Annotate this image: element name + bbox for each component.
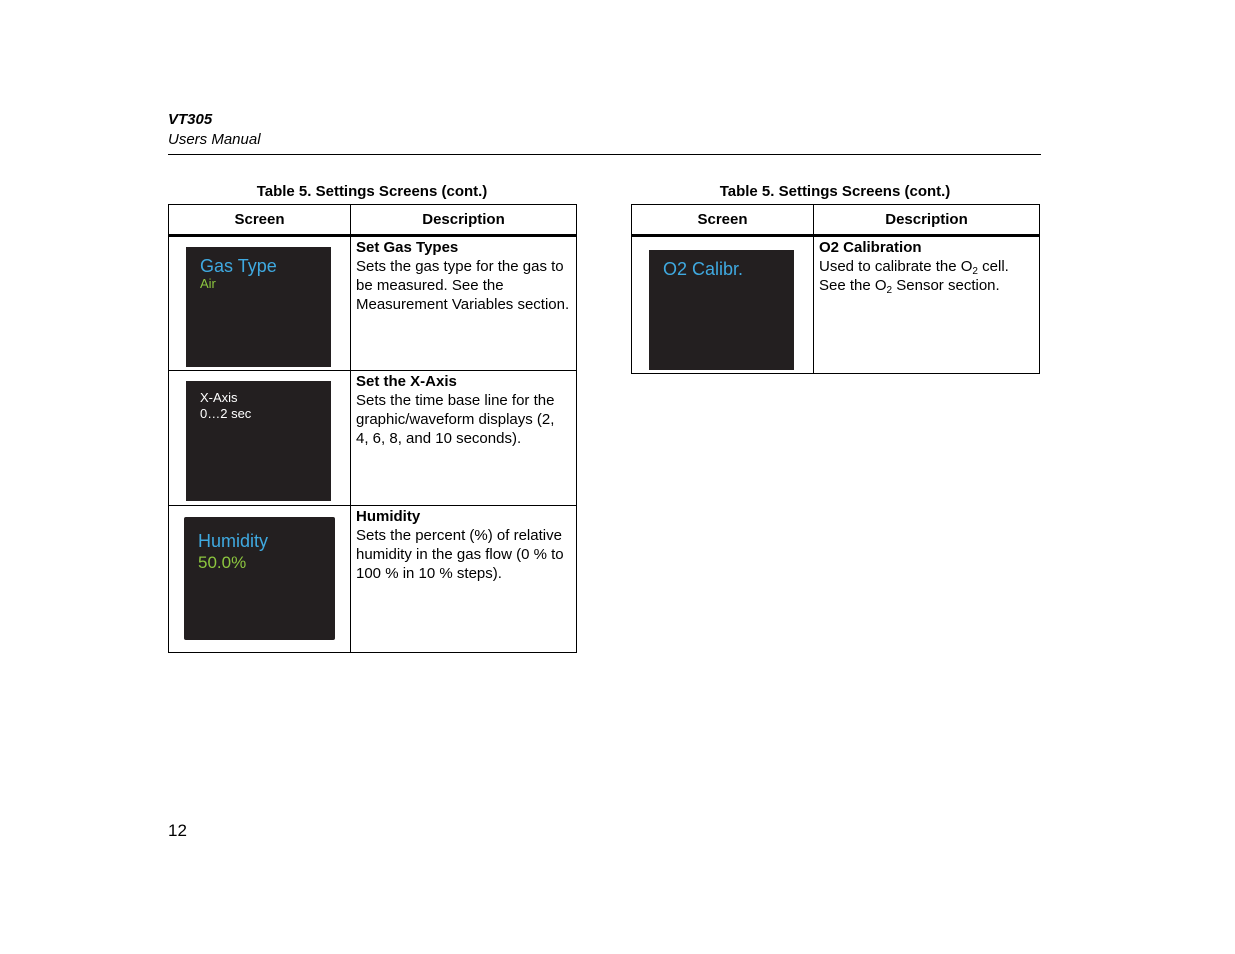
description-line-1: Used to calibrate the $O_2$ cell. bbox=[819, 258, 1009, 277]
description-cell bbox=[814, 236, 1040, 374]
header-rule bbox=[168, 154, 1041, 155]
screen-cell bbox=[169, 236, 351, 371]
column-header-screen: Screen bbox=[632, 205, 814, 236]
right-table-caption: Table 5. Settings Screens (cont.) bbox=[719, 183, 951, 200]
description-line-2: See the $O_2$ Sensor section. bbox=[819, 277, 1000, 296]
description-cell bbox=[351, 506, 577, 653]
screen-cell bbox=[169, 371, 351, 506]
column-header-description: Description bbox=[351, 205, 577, 236]
screen-cell bbox=[632, 236, 814, 374]
right-settings-table bbox=[631, 204, 1040, 374]
table-header-row bbox=[632, 205, 1040, 236]
description-title: Humidity bbox=[356, 508, 421, 525]
description-cell bbox=[351, 236, 577, 371]
screen-value: 0…2 sec bbox=[200, 406, 252, 421]
description-text: Sets the percent (%) of relative humidity in the gas flow (0 % to 100 % in 10 % steps). bbox=[356, 527, 564, 582]
screen-label: X-Axis bbox=[200, 390, 238, 405]
description-text: Sets the time base line for the graphic/waveform displays (2, 4, 6, 8, and 10 seconds). bbox=[356, 392, 555, 447]
table-row bbox=[169, 236, 577, 371]
description-title: Set Gas Types bbox=[356, 239, 459, 256]
table-row bbox=[169, 371, 577, 506]
document-title: VT305 bbox=[168, 111, 213, 128]
table-row bbox=[632, 236, 1040, 374]
gas-type-screen-image bbox=[186, 247, 331, 367]
o2-calibration-screen-image bbox=[649, 250, 794, 370]
screen-value: Air bbox=[200, 276, 216, 291]
humidity-screen-image bbox=[184, 517, 335, 640]
left-table-caption: Table 5. Settings Screens (cont.) bbox=[256, 183, 488, 200]
screen-label: O2 Calibr. bbox=[663, 259, 744, 279]
description-text: Sets the gas type for the gas to be measured. See the Measurement Variables section. bbox=[356, 258, 570, 313]
page-number: 12 bbox=[168, 821, 187, 840]
screen-value: 50.0% bbox=[198, 553, 247, 572]
left-settings-table bbox=[168, 204, 577, 653]
table-header-row bbox=[169, 205, 577, 236]
document-subtitle: Users Manual bbox=[168, 131, 261, 148]
column-header-description: Description bbox=[814, 205, 1040, 236]
screen-label: Humidity bbox=[198, 531, 269, 551]
screen-cell bbox=[169, 506, 351, 653]
x-axis-screen-image bbox=[186, 381, 331, 501]
description-cell bbox=[351, 371, 577, 506]
table-row bbox=[169, 506, 577, 653]
description-title: O2 Calibration bbox=[819, 239, 922, 256]
column-header-screen: Screen bbox=[169, 205, 351, 236]
screen-label: Gas Type bbox=[200, 256, 277, 276]
description-title: Set the X-Axis bbox=[356, 373, 457, 390]
